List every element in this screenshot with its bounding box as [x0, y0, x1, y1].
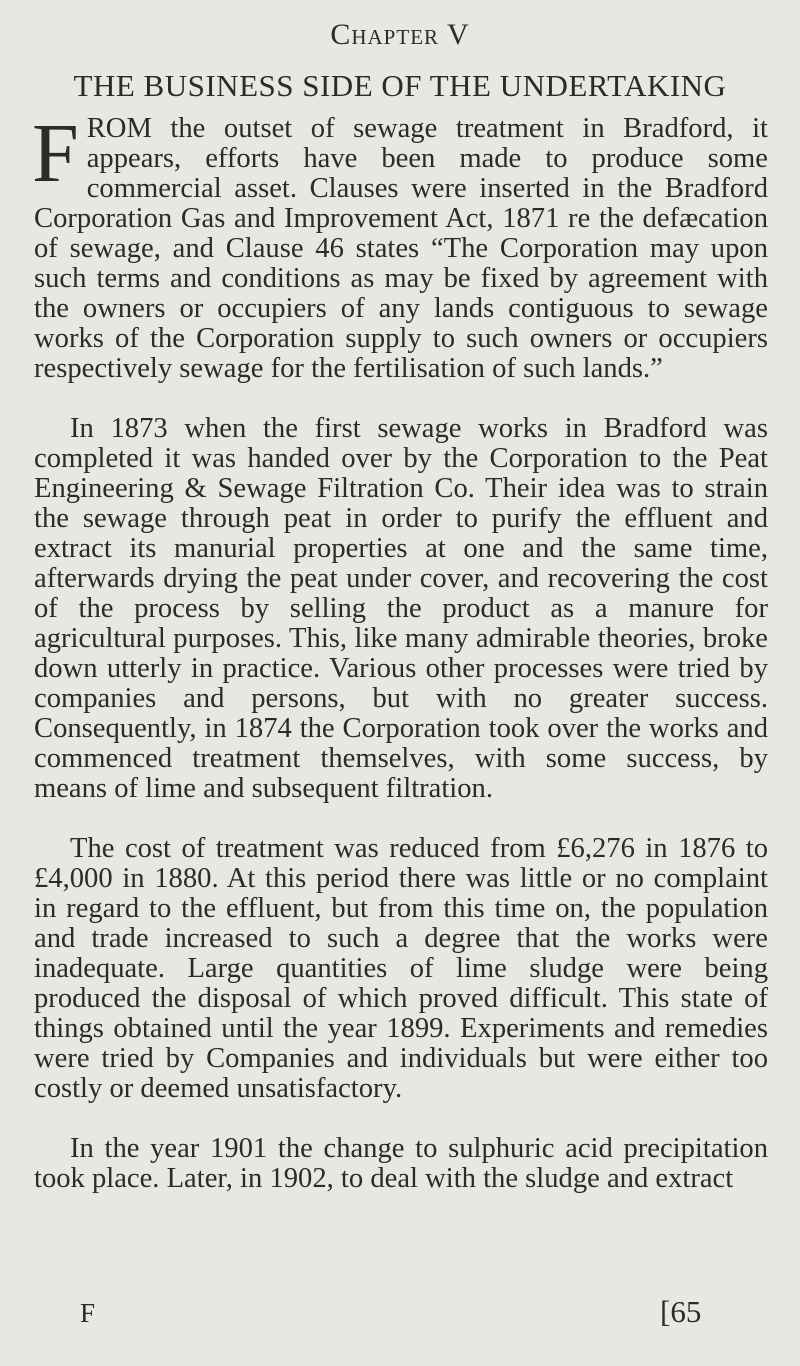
- paragraph-4: In the year 1901 the change to sulphuric acid precipitation took place. Later, in 1902, to deal with the sludge and extract: [34, 1133, 768, 1194]
- chapter-title: THE BUSINESS SIDE OF THE UNDERTAKING: [73, 68, 727, 103]
- paragraph-1-text: ROM the outset of sewage treatment in Bradford, it appears, efforts have been made to produce some commercial asset. Clauses were inserted in the Bradford Corporation Gas and Improvement Act, 1871 re the defæcation of sewage, and Clause 46 states “The Corporation may upon such terms and conditions as may be fixed by agreement with the owners or occupiers of any lands contiguous to sewage works of the Corporation supply to such owners or occupiers respectively sewage for the fertilisation of such lands.”: [34, 113, 768, 384]
- page-number: [65: [660, 1294, 702, 1329]
- chapter-number: Chapter V: [330, 18, 470, 51]
- paragraph-2: In 1873 when the first sewage works in Bradford was completed it was handed over by the Corporation to the Peat Engineering & Sewage Filtration Co. Their idea was to strain the sewage through peat in order to purify the effluent and extract its manurial properties at one and the same time, afterwards drying the peat under cover, and recovering the cost of the process by selling the product as a manure for agricultural purposes. This, like many admirable theories, broke down utterly in practice. Various other processes were tried by companies and persons, but with no greater success. Consequently, in 1874 the Corporation took over the works and commenced treatment themselves, with some success, by means of lime and subsequent filtration.: [34, 413, 768, 804]
- signature-mark: F: [80, 1298, 96, 1328]
- paragraph-1: [32, 107, 768, 384]
- page-body: [32, 107, 768, 1194]
- drop-cap: F: [32, 107, 79, 200]
- paragraph-3: The cost of treatment was reduced from £6,276 in 1876 to £4,000 in 1880. At this period there was little or no complaint in regard to the effluent, but from this time on, the population and trade increased to such a degree that the works were inadequate. Large quantities of lime sludge were being produced the disposal of which proved difficult. This state of things obtained until the year 1899. Experiments and remedies were tried by Companies and individuals but were either too costly or deemed unsatisfactory.: [34, 833, 768, 1104]
